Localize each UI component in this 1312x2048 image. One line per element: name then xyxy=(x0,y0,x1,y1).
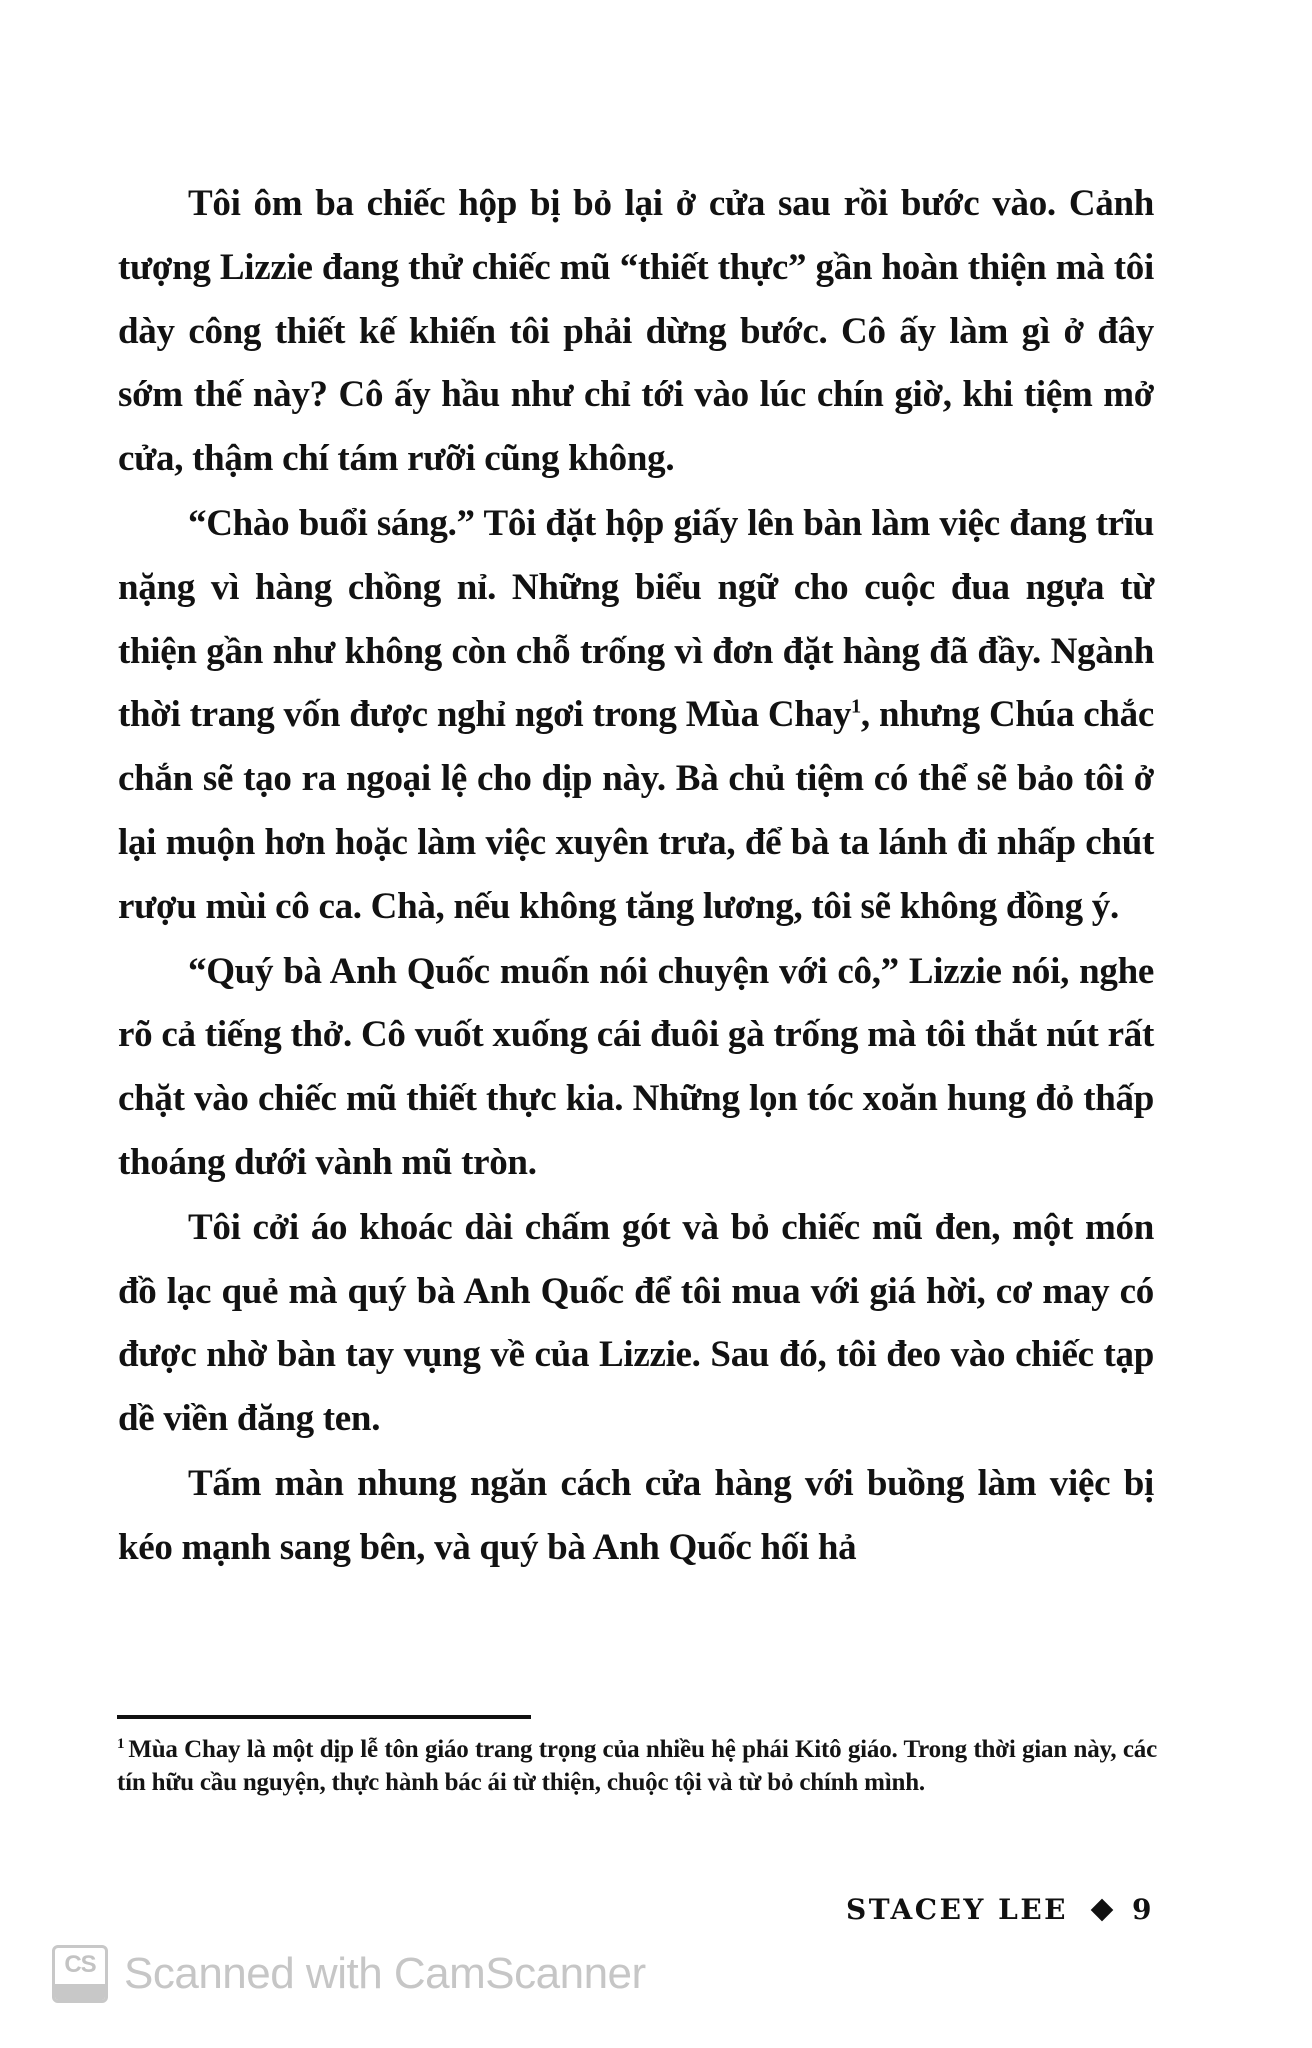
running-footer xyxy=(846,1893,1154,1926)
footnote-divider xyxy=(117,1715,531,1719)
body-text xyxy=(118,172,1154,1580)
page-number: 9 xyxy=(1132,1893,1154,1926)
footer-author: STACEY LEE xyxy=(846,1893,1069,1926)
paragraph-2-text-after: , nhưng Chúa chắc chắn sẽ tạo ra ngoại lệ cho dịp này. Bà chủ tiệm có thể sẽ bảo tôi ở lại muộn hơn hoặc làm việc xuyên trưa, để bà ta lánh đi nhấp chút rượu mùi cô ca. Chà, nếu không tăng lương, tôi sẽ không đồng ý. xyxy=(118,694,1154,927)
camscanner-logo-bar xyxy=(55,1984,105,2000)
footnote xyxy=(117,1733,1157,1799)
camscanner-logo-text: CS xyxy=(64,1951,96,1978)
paragraph-5: Tấm màn nhung ngăn cách cửa hàng với buồng làm việc bị kéo mạnh sang bên, và quý bà Anh Quốc hối hả xyxy=(118,1462,1154,1568)
camscanner-logo-icon xyxy=(52,1945,108,2003)
paragraph-3: “Quý bà Anh Quốc muốn nói chuyện với cô,” Lizzie nói, nghe rõ cả tiếng thở. Cô vuốt xuống cái đuôi gà trống mà tôi thắt nút rất chặt vào chiếc mũ thiết thực kia. Những lọn tóc xoăn hung đỏ thấp thoáng dưới vành mũ tròn. xyxy=(118,950,1154,1183)
footnote-number: 1 xyxy=(117,1736,125,1752)
paragraph-1: Tôi ôm ba chiếc hộp bị bỏ lại ở cửa sau rồi bước vào. Cảnh tượng Lizzie đang thử chiếc mũ “thiết thực” gần hoàn thiện mà tôi dày công thiết kế khiến tôi phải dừng bước. Cô ấy làm gì ở đây sớm thế này? Cô ấy hầu như chỉ tới vào lúc chín giờ, khi tiệm mở cửa, thậm chí tám rưỡi cũng không. xyxy=(118,183,1154,480)
paragraph-2 xyxy=(118,492,1154,939)
watermark-text: Scanned with CamScanner xyxy=(124,1949,646,1998)
paragraph-2-text-before: “Chào buổi sáng.” Tôi đặt hộp giấy lên bàn làm việc đang trĩu nặng vì hàng chồng nỉ. Những biểu ngữ cho cuộc đua ngựa từ thiện gần như không còn chỗ trống vì đơn đặt hàng đã đầy. Ngành thời trang vốn được nghỉ ngơi trong Mùa Chay xyxy=(118,502,1154,736)
diamond-icon xyxy=(1091,1898,1114,1921)
camscanner-watermark xyxy=(52,1944,646,2004)
footnote-text: Mùa Chay là một dịp lễ tôn giáo trang trọng của nhiều hệ phái Kitô giáo. Trong thời gian này, các tín hữu cầu nguyện, thực hành bác ái từ thiện, chuộc tội và từ bỏ chính mình. xyxy=(117,1736,1157,1796)
footnote-reference-marker: 1 xyxy=(851,696,861,719)
paragraph-4: Tôi cởi áo khoác dài chấm gót và bỏ chiếc mũ đen, một món đồ lạc quẻ mà quý bà Anh Quốc để tôi mua với giá hời, cơ may có được nhờ bàn tay vụng về của Lizzie. Sau đó, tôi đeo vào chiếc tạp dề viền đăng ten. xyxy=(118,1206,1154,1440)
